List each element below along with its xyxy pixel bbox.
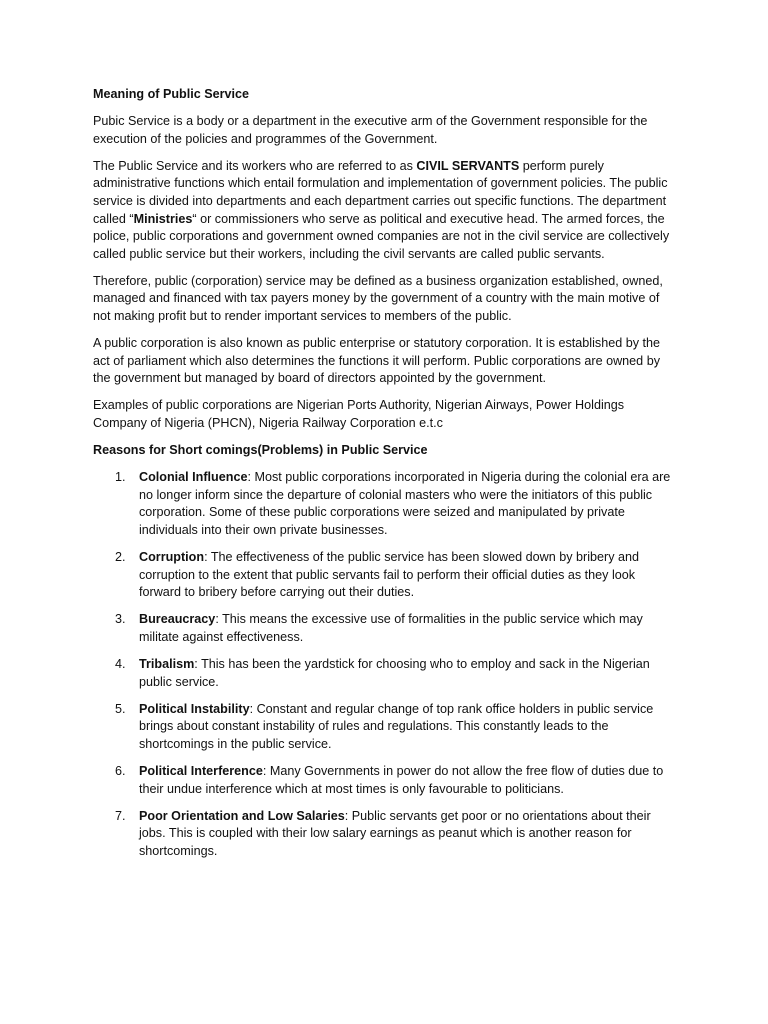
list-number: 7. (115, 808, 126, 823)
reasons-list (93, 469, 675, 860)
list-item-text: : This means the excessive use of formalities in the public service which may militate against effectiveness. (139, 612, 643, 644)
paragraph-public-enterprise: A public corporation is also known as public enterprise or statutory corporation. It is established by the act of parliament which also determines the functions it will perform. Public corporations are owned by the government but managed by board of directors appointed by the government. (93, 336, 661, 386)
list-item (93, 808, 675, 861)
list-number: 6. (115, 764, 126, 778)
list-item (93, 763, 675, 798)
list-item-text: : The effectiveness of the public service has been slowed down by bribery and corruption to the extent that public servants fail to perform their official duties as they look forward to bribery before carrying out their duties. (139, 550, 640, 600)
paragraph-text: perform purely administrative functions which entail formulation and implementation of government policies. The public service is divided into departments and each department carries out specific functions. The department called “ (93, 158, 668, 226)
list-item-text: : Most public corporations incorporated in Nigeria during the colonial era are no longer inform since the departure of colonial masters who were the initiators of this public corporation. Some of these public corporations were seized and manipulated by private individuals into their own private businesses. (139, 470, 671, 537)
list-item-text: : Public servants get poor or no orientations about their jobs. This is coupled with their low salary earnings as peanut which is another reason for shortcomings. (139, 808, 651, 858)
list-item-term: Colonial Influence (139, 470, 248, 485)
list-number: 4. (115, 657, 126, 672)
list-item (93, 469, 675, 539)
list-item-term: Political Interference (139, 764, 263, 778)
list-item-text: : Many Governments in power do not allow the free flow of duties due to their undue interference which at most times is only favourable to politicians. (139, 764, 664, 796)
list-item-term: Tribalism (139, 657, 195, 672)
bold-civil-servants: CIVIL SERVANTS (416, 158, 520, 173)
list-number: 1. (115, 470, 126, 485)
list-number: 2. (115, 550, 126, 565)
list-item (93, 656, 675, 691)
list-item-term: Poor Orientation and Low Salaries (139, 808, 345, 823)
list-item (93, 549, 675, 602)
paragraph-text: “ or commissioners who serve as political and executive head. The armed forces, the police, public corporations and government owned companies are not in the civil service are collectively called public service but their workers, including the civil servants are called public servants. (93, 211, 670, 261)
list-item-text: : Constant and regular change of top rank office holders in public service brings about constant instability of rules and regulations. This constantly leads to the shortcomings in the public service. (139, 701, 654, 751)
list-item (93, 701, 675, 754)
paragraph-definition: Pubic Service is a body or a department in the executive arm of the Government responsible for the execution of the policies and programmes of the Government. (93, 114, 648, 146)
list-item (93, 611, 675, 646)
paragraph-civil-servants (93, 158, 675, 264)
list-item-term: Corruption (139, 550, 205, 565)
list-item-term: Bureaucracy (139, 612, 216, 627)
list-number: 5. (115, 701, 126, 716)
paragraph-text: The Public Service and its workers who are referred to as (93, 158, 417, 173)
paragraph-examples: Examples of public corporations are Nigerian Ports Authority, Nigerian Airways, Power Holdings Company of Nigeria (PHCN), Nigeria Railway Corporation e.t.c (93, 398, 625, 430)
document-page (93, 86, 675, 870)
heading-reasons-for-shortcomings: Reasons for Short comings(Problems) in Public Service (93, 443, 428, 458)
bold-ministries: Ministries (133, 211, 193, 226)
list-item-term: Political Instability (139, 701, 250, 716)
list-item-text: : This has been the yardstick for choosing who to employ and sack in the Nigerian public service. (139, 657, 650, 689)
list-number: 3. (115, 612, 126, 627)
paragraph-public-corporation-definition: Therefore, public (corporation) service may be defined as a business organization established, owned, managed and financed with tax payers money by the government of a country with the main motive of not making profit but to render important services to members of the public. (93, 273, 663, 324)
heading-meaning-of-public-service: Meaning of Public Service (93, 87, 250, 101)
